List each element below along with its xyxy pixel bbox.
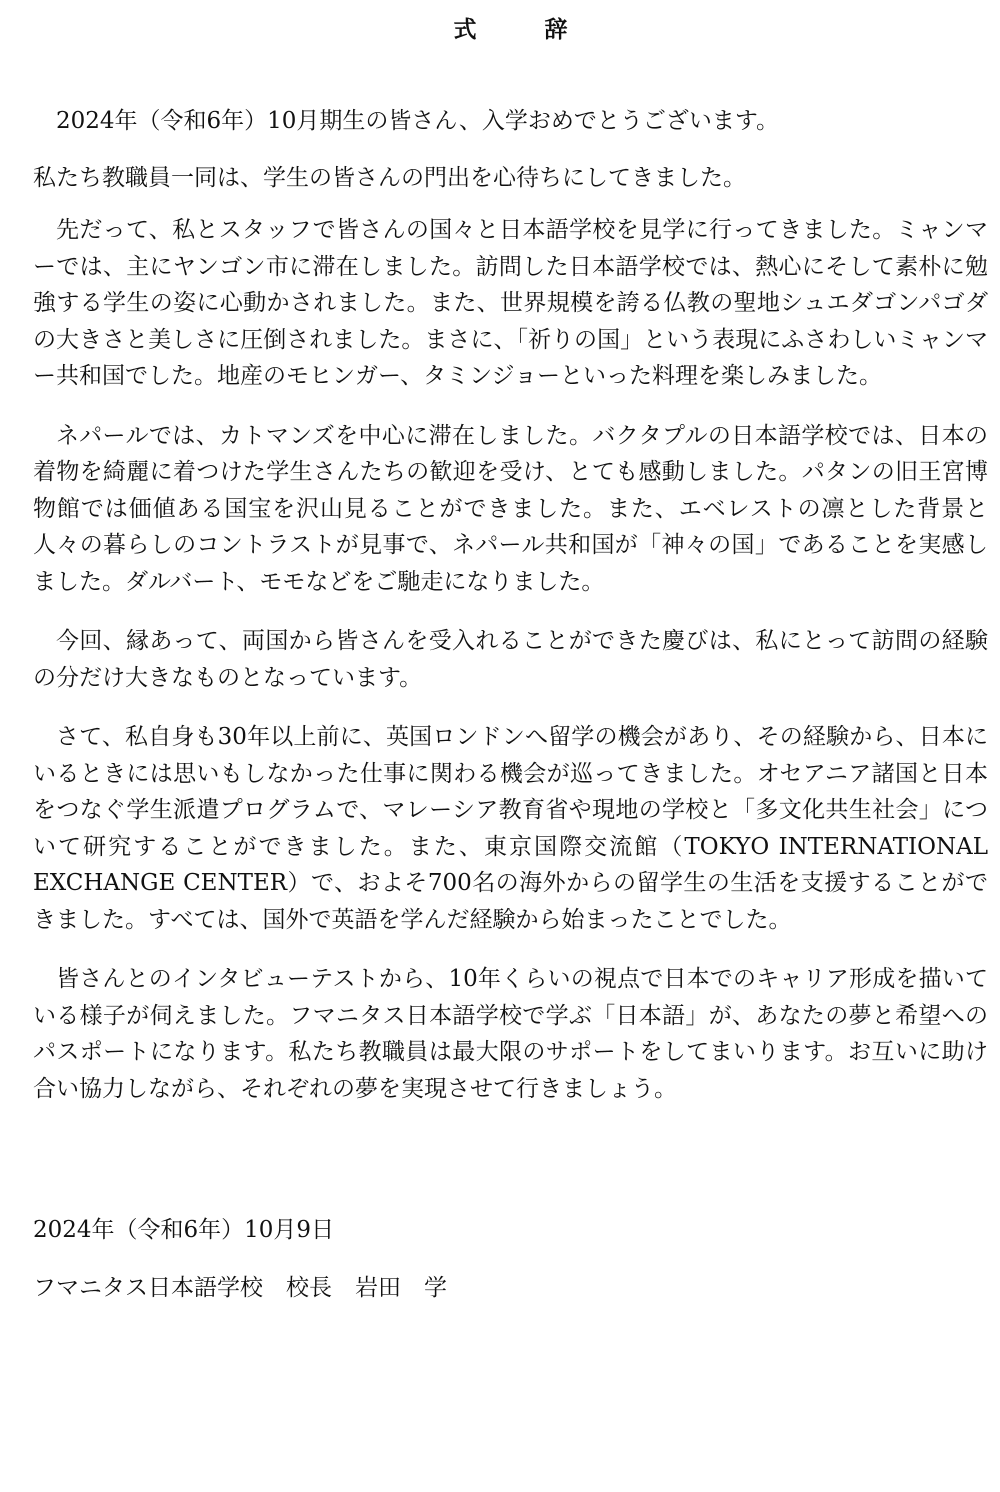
paragraph-personal-experience: さて、私自身も30年以上前に、英国ロンドンへ留学の機会があり、その経験から、日本にいるときには思いもしなかった仕事に関わる機会が巡ってきました。オセアニア諸国と日本をつなぐ学生派遣プログラムで、マレーシア教育省や現地の学校と「多文化共生社会」について研究することができました。また、東京国際交流館（TOKYO INTERNATIONAL EXCHANGE CENTER）で、およそ700名の海外からの留学生の生活を支援することができました。すべては、国外で英語を学んだ経験から始まったことでした。: [33, 724, 988, 933]
paragraph-myanmar-visit: 先だって、私とスタッフで皆さんの国々と日本語学校を見学に行ってきました。ミャンマーでは、主にヤンゴン市に滞在しました。訪問した日本語学校では、熱心にそして素朴に勉強する学生の姿に心動かされました。また、世界規模を誇る仏教の聖地シュエダゴンパゴダの大きさと美しさに圧倒されました。まさに、「祈りの国」という表現にふさわしいミャンマー共和国でした。地産のモヒンガー、タミンジョーといった料理を楽しみました。: [33, 217, 988, 389]
document-title: 式 辞: [453, 16, 598, 43]
document-date: 2024年（令和6年）10月9日: [33, 1217, 335, 1243]
paragraph-staff-welcome: 私たち教職員一同は、学生の皆さんの門出を心待ちにしてきました。: [33, 164, 746, 191]
paragraph-joy: 今回、縁あって、両国から皆さんを受入れることができた慶びは、私にとって訪問の経験の分だけ大きなものとなっています。: [33, 628, 988, 691]
paragraph-greeting: 2024年（令和6年）10月期生の皆さん、入学おめでとうございます。: [56, 108, 779, 134]
paragraph-closing: 皆さんとのインタビューテストから、10年くらいの視点で日本でのキャリア形成を描いている様子が伺えました。フマニタス日本語学校で学ぶ「日本語」が、あなたの夢と希望へのパスポートになります。私たち教職員は最大限のサポートをしてまいります。お互いに助け合い協力しながら、それぞれの夢を実現させて行きましょう。: [33, 966, 988, 1102]
document-signature: フマニタス日本語学校 校長 岩田 学: [33, 1275, 447, 1301]
paragraph-nepal-visit: ネパールでは、カトマンズを中心に滞在しました。バクタプルの日本語学校では、日本の着物を綺麗に着つけた学生さんたちの歓迎を受け、とても感動しました。パタンの旧王宮博物館では価値ある国宝を沢山見ることができました。また、エベレストの凛とした背景と人々の暮らしのコントラストが見事で、ネパール共和国が「神々の国」であることを実感しました。ダルバート、モモなどをご馳走になりました。: [33, 422, 988, 595]
